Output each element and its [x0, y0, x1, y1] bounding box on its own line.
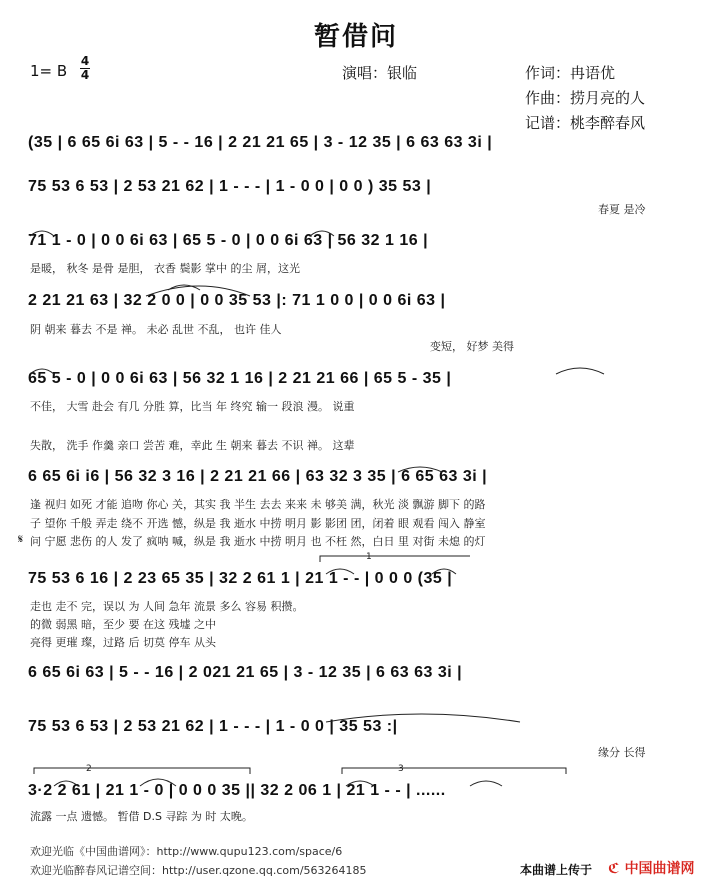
footer-label: 欢迎光临醉春风记谱空间：	[30, 864, 162, 877]
lyric-line: 不佳， 大雪 赴会 有几 分胜 算，比当 年 终究 输一 段浪 漫。 说重	[30, 400, 355, 413]
tie-mark	[326, 569, 354, 574]
footer-label: 欢迎光临《中国曲谱网》：	[30, 845, 157, 858]
tie-mark	[310, 231, 334, 236]
lyric-line: 问 宁愿 悲伤 的人 发了 疯呐 喊，纵是 我 逝水 中捞 明月 也 不枉 然，白日 里 对街 未熄 的灯	[30, 535, 486, 548]
volta-bracket	[34, 768, 250, 774]
notation-line: 6 65 6i 63 | 5 - - 16 | 2 021 21 65 | 3 - 12 35 | 6 63 63 3i |	[28, 664, 463, 681]
notation-line: 75 53 6 16 | 2 23 65 35 | 32 2 61 1 | 21 1 - - | 0 0 0 (35 |	[28, 570, 453, 587]
tie-mark	[146, 286, 250, 296]
tie-mark	[30, 231, 54, 236]
tie-mark	[140, 779, 176, 786]
volta-number: 1	[366, 552, 372, 562]
notation-line: 75 53 6 53 | 2 53 21 62 | 1 - - - | 1 - 0 0 | 35 53 :|	[28, 718, 398, 735]
tie-mark	[346, 781, 374, 786]
lyric-line: 逢 视归 如死 才能 追吻 你心 关，其实 我 半生 去去 来来 未 够美 满，秋光 淡 飘游 脚下 的路	[30, 498, 486, 511]
tie-mark	[54, 781, 78, 786]
time-numerator: 4	[80, 54, 90, 68]
notation-line: (35 | 6 65 6i 63 | 5 - - 16 | 2 21 21 65 | 3 - 12 35 | 6 63 63 3i |	[28, 134, 493, 151]
notation-line: 2 21 21 63 | 32 2 0 0 | 0 0 35 53 |: 71 1 0 0 | 0 0 6i 63 |	[28, 292, 446, 309]
lyric-line: 缘分 长得	[598, 746, 646, 759]
tie-mark	[326, 714, 520, 722]
notation-line: 71 1 - 0 | 0 0 6i 63 | 65 5 - 0 | 0 0 6i 63 | 56 32 1 16 |	[28, 232, 429, 249]
notation-line: 3·2 2 61 | 21 1 - 0 | 0 0 0 35 || 32 2 06 1 | 21 1 - - | ......	[28, 782, 446, 799]
lyric-line: 亮得 更璀 璨，过路 后 切莫 停车 从头	[30, 636, 216, 649]
tie-mark	[432, 569, 456, 574]
notation-line: 65 5 - 0 | 0 0 6i 63 | 56 32 1 16 | 2 21 21 66 | 65 5 - 35 |	[28, 370, 452, 387]
logo-icon: ℭ	[608, 861, 620, 877]
lyric-line: 变短， 好梦 美得	[430, 340, 514, 353]
lyric-line: 失散， 洗手 作羹 亲口 尝苦 难，幸此 生 朝来 暮去 不识 禅。 这辈	[30, 439, 355, 452]
volta-bracket	[342, 768, 566, 774]
lyric-line: 春夏 是冷	[598, 203, 646, 216]
footer-link[interactable]: http://user.qzone.qq.com/563264185	[162, 864, 367, 877]
upload-note: 本曲谱上传于	[520, 863, 593, 877]
lyric-line: 是暖， 秋冬 是骨 是胆， 衣香 鬓影 掌中 的尘 屑，这光	[30, 262, 300, 275]
notation-line: 75 53 6 53 | 2 53 21 62 | 1 - - - | 1 - 0 0 | 0 0 ) 35 53 |	[28, 178, 432, 195]
lyric-line: 阴 朝来 暮去 不是 禅。 未必 乱世 不乱， 也许 佳人	[30, 323, 282, 336]
tie-mark	[556, 368, 604, 374]
lyricist-credit: 作词：冉语优	[525, 64, 616, 82]
tie-mark	[470, 781, 502, 786]
singer-credit: 演唱：银临	[342, 64, 418, 82]
volta-number: 3	[398, 764, 404, 774]
lyric-line: 的微 弱黑 暗，至少 要 在这 残墟 之中	[30, 618, 216, 631]
lyric-line: 走也 走不 完，误以 为 人间 急年 流景 多么 容易 积攒。	[30, 600, 304, 613]
volta-bracket	[320, 556, 470, 562]
key-signature: 1= B	[30, 62, 68, 80]
footer-link[interactable]: http://www.qupu123.com/space/6	[156, 845, 343, 858]
footer-line	[30, 843, 342, 859]
lyric-line: 流露 一点 遗憾。 暂借 D.S 寻踪 为 时 太晚。	[30, 810, 253, 823]
volta-number: 2	[86, 764, 92, 774]
time-denominator: 4	[80, 68, 90, 82]
page-title: 暂借问	[313, 22, 398, 52]
segno-icon: 𝄋	[18, 532, 24, 546]
footer-line	[30, 862, 367, 878]
site-logo[interactable]	[608, 858, 695, 878]
tie-mark	[30, 369, 54, 374]
tie-mark	[398, 467, 442, 472]
composer-credit: 作曲：捞月亮的人	[525, 89, 646, 107]
notation-line: 6 65 6i i6 | 56 32 3 16 | 2 21 21 66 | 63 32 3 35 | 6 65 63 3i |	[28, 468, 488, 485]
logo-text: 中国曲谱网	[624, 861, 695, 877]
lyric-line: 子 望你 千般 弄走 绕不 开选 憾，纵是 我 逝水 中捞 明月 影 影团 团，闭着 眼 观看 闯入 静室	[30, 517, 486, 530]
transcriber-credit: 记谱：桃李醉春风	[525, 114, 646, 132]
